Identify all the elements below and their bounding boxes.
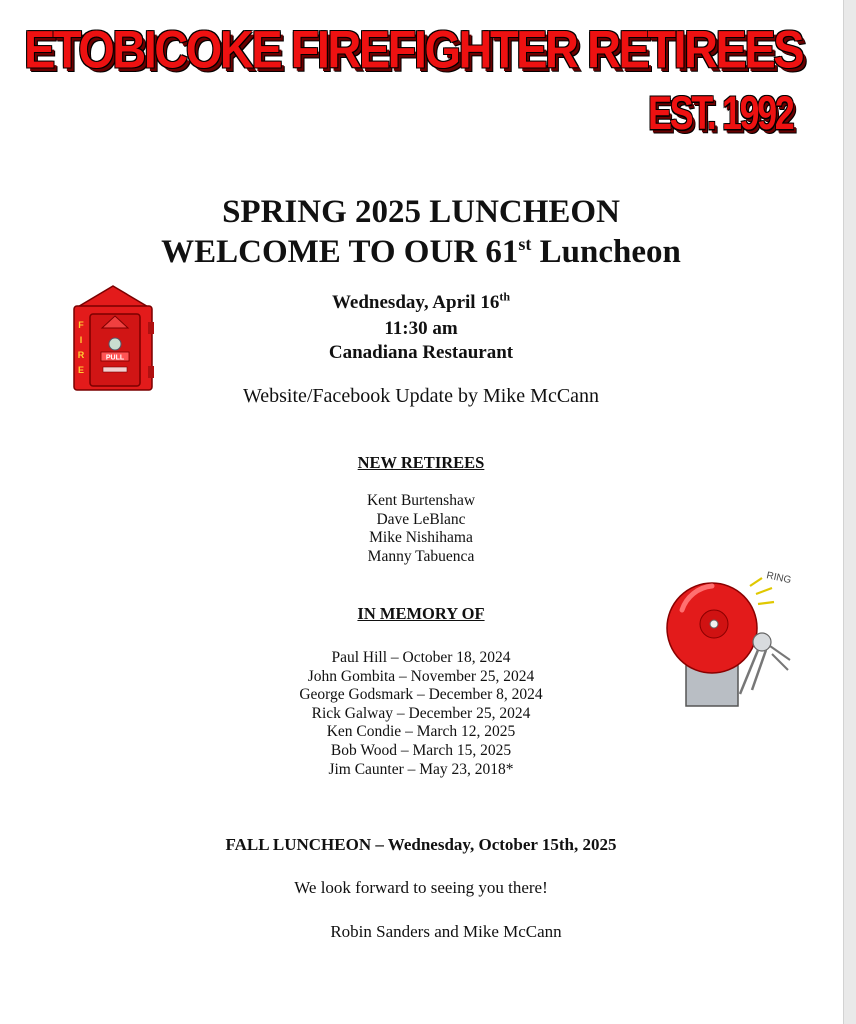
memorial-entry: George Godsmark – December 8, 2024 [299,686,543,704]
pull-label: PULL [105,354,125,362]
svg-text:R: R [77,350,85,360]
fire-bell-icon [662,560,802,716]
page-edge [843,0,856,1024]
event-date-ordinal: th [499,289,511,304]
svg-text:E: E [77,365,85,375]
svg-text:I: I [79,335,83,345]
ring-label: RING [765,570,793,587]
event-date-text: Wednesday, April 16 [331,292,500,313]
memorial-entry: Rick Galway – December 25, 2024 [311,704,531,722]
memorial-entry: Paul Hill – October 18, 2024 [331,649,511,666]
memorial-entry: Bob Wood – March 15, 2025 [330,741,512,759]
update-note: Website/Facebook Update by Mike McCann [242,385,600,407]
welcome-ordinal: st [518,234,532,254]
organization-title: ETOBICOKE FIREFIGHTER RETIREES [24,19,803,79]
memorial-entry: John Gombita – November 25, 2024 [307,667,535,685]
fall-luncheon-announcement: FALL LUNCHEON – Wednesday, October 15th, 2025 [225,835,617,854]
fire-alarm-box-icon [70,284,156,392]
welcome-line [0,232,842,272]
retiree-name: Mike Nishihama [369,529,473,547]
new-retirees-heading: NEW RETIREES [357,453,485,472]
signature: Robin Sanders and Mike McCann [330,922,562,941]
event-time: 11:30 am [384,318,458,339]
welcome-end: Luncheon [539,234,681,270]
established-year: EST. 1992 [648,87,793,140]
event-venue: Canadiana Restaurant [328,342,514,363]
retiree-name: Manny Tabuenca [367,547,475,565]
svg-text:F: F [78,320,84,330]
event-title: SPRING 2025 LUNCHEON [222,194,620,230]
closing-message: We look forward to seeing you there! [294,878,548,897]
new-retirees-list [0,492,842,566]
retiree-name: Kent Burtenshaw [366,492,476,509]
memorial-entry: Ken Condie – March 12, 2025 [326,723,516,741]
memorial-entry: Jim Caunter – May 23, 2018* [328,760,514,778]
in-memory-heading: IN MEMORY OF [357,604,485,623]
retiree-name: Dave LeBlanc [376,510,466,528]
welcome-prefix: WELCOME TO OUR 61 [161,234,519,270]
